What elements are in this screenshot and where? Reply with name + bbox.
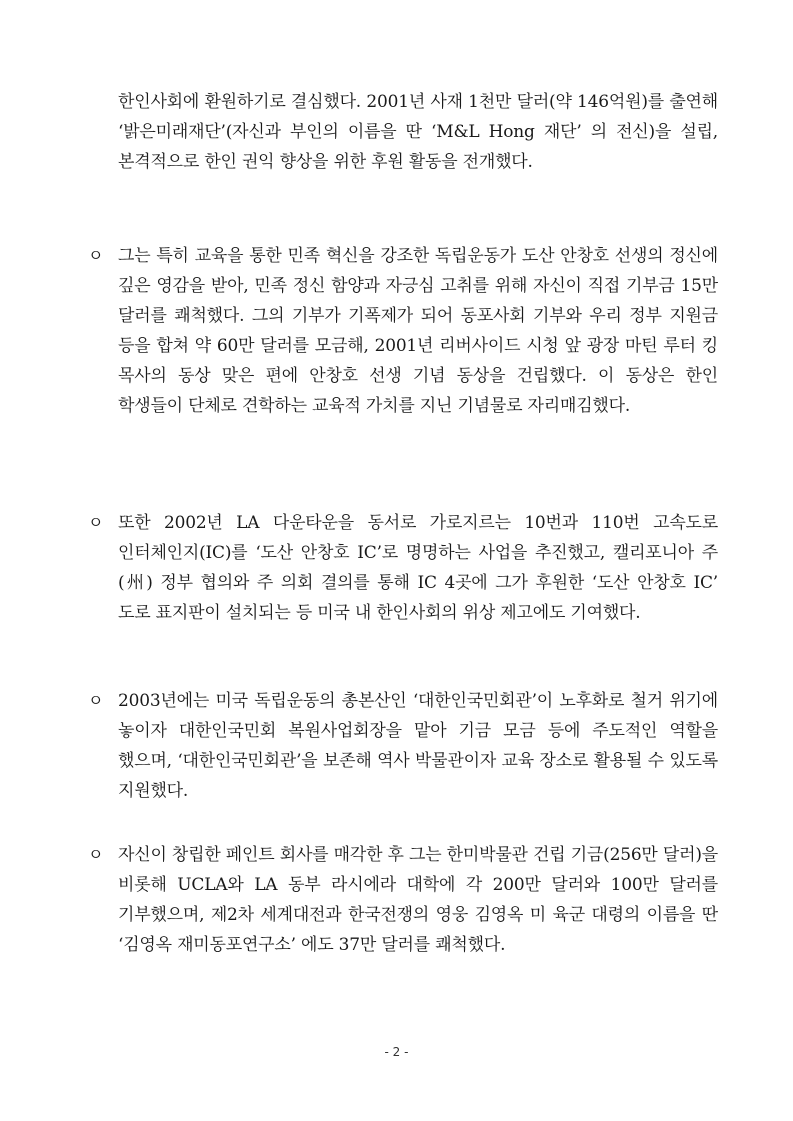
page-number: - 2 - bbox=[384, 1045, 409, 1059]
paragraph-text: 또한 2002년 LA 다운타운을 동서로 가로지르는 10번과 110번 고속도로 인터체인지(IC)를 ‘도산 안창호 IC’로 명명하는 사업을 추진했고, 캘리포니아 주(州) 정부 협의와 주 의회 결의를 통해 IC 4곳에 그가 후원한 ‘도산 안창호 IC’ 도로 표지판이 설치되는 등 미국 내 한인사회의 위상 제고에도 기여했다. bbox=[118, 513, 718, 623]
bullet-marker: ㅇ bbox=[88, 246, 104, 265]
bullet-marker: ㅇ bbox=[88, 513, 104, 532]
paragraph-text: 자신이 창립한 페인트 회사를 매각한 후 그는 한미박물관 건립 기금(256만 달러)을 비롯해 UCLA와 LA 동부 라시에라 대학에 각 200만 달러와 100만 달러를 기부했으며, 제2차 세계대전과 한국전쟁의 영웅 김영옥 미 육군 대령의 이름을 딴 ‘김영옥 재미동포연구소’ 에도 37만 달러를 쾌척했다. bbox=[118, 845, 718, 955]
bullet-marker: ㅇ bbox=[88, 691, 104, 710]
paragraph-text: 한인사회에 환원하기로 결심했다. 2001년 사재 1천만 달러(약 146억원)를 출연해 ‘밝은미래재단’(자신과 부인의 이름을 딴 ‘M&L Hong 재단’ 의 전신)을 설립, 본격적으로 한인 권익 향상을 위한 후원 활동을 전개했다. bbox=[118, 92, 718, 172]
bullet-paragraph-dosan-ic bbox=[88, 508, 718, 628]
bullet-marker: ㅇ bbox=[88, 845, 104, 864]
paragraph-text: 그는 특히 교육을 통한 민족 혁신을 강조한 독립운동가 도산 안창호 선생의 정신에 깊은 영감을 받아, 민족 정신 함양과 자긍심 고취를 위해 자신이 직접 기부금 15만 달러를 쾌척했다. 그의 기부가 기폭제가 되어 동포사회 기부와 우리 정부 지원금 등을 합쳐 약 60만 달러를 모금해, 2001년 리버사이드 시청 앞 광장 마틴 루터 킹 목사의 동상 맞은 편에 안창호 선생 기념 동상을 건립했다. 이 동상은 한인 학생들이 단체로 견학하는 교육적 가치를 지닌 기념물로 자리매김했다. bbox=[118, 246, 718, 416]
paragraph-continuation bbox=[118, 87, 718, 177]
paragraph-text: 2003년에는 미국 독립운동의 총본산인 ‘대한인국민회관’이 노후화로 철거 위기에 놓이자 대한인국민회 복원사업회장을 맡아 기금 모금 등에 주도적인 역할을 했으며, ‘대한인국민회관’을 보존해 역사 박물관이자 교육 장소로 활용될 수 있도록 지원했다. bbox=[118, 691, 718, 801]
bullet-paragraph-donations bbox=[88, 840, 718, 960]
bullet-paragraph-dosan-statue bbox=[88, 241, 718, 421]
bullet-paragraph-kna-hall bbox=[88, 686, 718, 806]
